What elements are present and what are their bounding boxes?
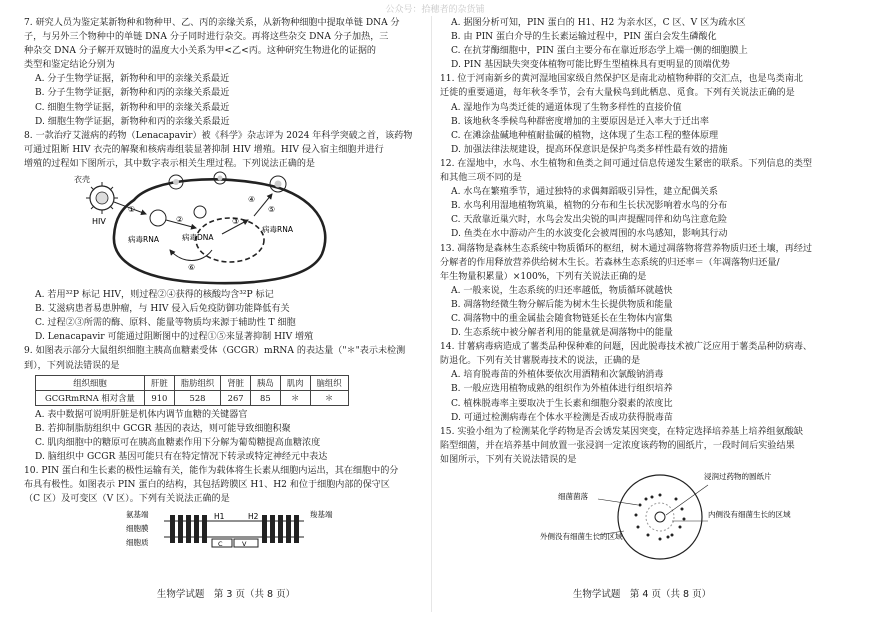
- q12-option-c: C. 天敌靠近巢穴时，水鸟会发出尖锐的叫声提醒同伴和幼鸟注意危险: [451, 215, 728, 226]
- q10-option-b: B. 由 PIN 蛋白介导的生长素运输过程中，PIN 蛋白会发生磷酸化: [451, 32, 717, 43]
- table-cell: ＊: [310, 390, 348, 405]
- hiv-cell-diagram: [72, 172, 342, 288]
- watermark: 公众号：拾穗者的杂货铺: [385, 5, 485, 15]
- q7-stem-line: 种杂交 DNA 分子解开双链时的温度大小关系为甲<乙<丙。这种研究生物进化的证据的: [24, 46, 377, 57]
- step-4: ④: [248, 195, 256, 205]
- label-cell-membrane: 细胞膜: [126, 524, 149, 534]
- question-8: [24, 129, 428, 345]
- host-cell-outline: [114, 179, 325, 283]
- q10-option-d: D. PIN 基因缺失突变体植物可能比野生型植株具有更明显的顶端优势: [451, 60, 730, 71]
- step-1: ①: [128, 205, 136, 215]
- q11-option-d: D. 加强法律法规建设，提高环保意识是保护鸟类多样性最有效的措施: [451, 144, 728, 155]
- q9-option-d: D. 脑组织中 GCGR 基因可能只有在特定情况下转录或特定神经元中表达: [35, 452, 328, 463]
- step-2: ②: [176, 215, 184, 225]
- label-cytoplasm: 细胞质: [126, 538, 149, 548]
- transmembrane-helices-h1: [170, 515, 207, 543]
- q12-stem-line: 12. 在湿地中，水鸟、水生植物和鱼类之间可通过信息传递发生紧密的联系。下列信息的类型: [440, 158, 813, 169]
- q7-option-d: D. 细胞生物学证据，新物种和丙的亲缘关系最近: [35, 116, 230, 127]
- capsid-in-cell-icon: [150, 210, 166, 226]
- q10-option-c: C. 在抗芽酶细胞中，PIN 蛋白主要分布在靠近形态学上端一侧的细胞膜上: [451, 46, 748, 57]
- q14-option-c: C. 植株脱毒率主要取决于生长素和细胞分裂素的浓度比: [451, 398, 673, 409]
- q9-stem-line: 到），下列说法错误的是: [24, 360, 120, 371]
- question-10-options: [440, 16, 844, 72]
- table-cell: 267: [221, 390, 251, 405]
- q7-option-a: A. 分子生物学证据，新物种和甲的亲缘关系最近: [35, 74, 230, 85]
- question-13: [440, 242, 844, 341]
- table-cell: ＊: [280, 390, 310, 405]
- table-cell: 脑组织: [310, 375, 348, 390]
- table-cell: 肾脏: [221, 375, 251, 390]
- label-c: C: [218, 540, 223, 549]
- label-viral-rna: 病毒RNA: [128, 235, 159, 245]
- label-drug-paper: 浸润过药物的圆纸片: [704, 472, 772, 481]
- table-cell: 组织细胞: [36, 375, 145, 390]
- q14-stem-line: 14. 甘薯病毒病造成了薯类品种保种难的问题，因此脱毒技术被广泛应用于薯类品种防病毒、: [440, 342, 813, 353]
- q15-stem-line: 15. 实验小组为了检测某化学药物是否会诱发某因突变，在特定选择培养基上培养组氨酸缺: [440, 426, 803, 437]
- q11-option-b: B. 该地秋冬季候鸟种群密度增加的主要原因是迁入率大于迁出率: [451, 116, 709, 127]
- step-3: ③: [232, 217, 240, 227]
- q11-option-a: A. 湿地作为鸟类迁徙的通道体现了生物多样性的直接价值: [451, 102, 682, 113]
- table-cell: 肝脏: [145, 375, 175, 390]
- footer-page-4: 生物学试题 第 4 页（共 8 页）: [572, 589, 712, 600]
- gcgr-expression-table: [35, 375, 349, 406]
- question-15: [440, 425, 844, 561]
- q8-option-c: C. 过程②③所需的酶、原料、能量等物质均来源于辅助性 T 细胞: [35, 318, 296, 329]
- table-cell: 脂肪组织: [174, 375, 221, 390]
- page-3: [24, 16, 428, 612]
- question-11: [440, 72, 844, 157]
- label-hiv: HIV: [92, 217, 106, 227]
- q8-stem-line: 8. 一款治疗艾滋病的药物（Lenacapavir）被《科学》杂志评为 2024 年科学突破之首，该药物: [24, 130, 413, 141]
- table-cell: 肌肉: [280, 375, 310, 390]
- footer-page-3: 生物学试题 第 3 页（共 8 页）: [156, 589, 296, 600]
- table-row: [36, 390, 349, 405]
- question-14: [440, 340, 844, 425]
- q7-option-b: B. 分子生物学证据，新物种和丙的亲缘关系最近: [35, 88, 230, 99]
- petri-dish-diagram: [540, 469, 791, 561]
- label-h1: H1: [214, 512, 225, 522]
- q13-option-a: A. 一般来说，生态系统的归还率越低，物质循环就越快: [451, 285, 673, 296]
- q7-stem-line: 类型和鉴定结论分别为: [24, 60, 115, 71]
- table-cell: 910: [145, 390, 175, 405]
- q13-stem-line: 分解者的作用释放营养供给树木生长。若森林生态系统的归还率＝（年凋落物归还量/: [440, 257, 780, 268]
- q12-option-d: D. 鱼类在水中游动产生的水波变化会被周围的水鸟感知，影响其行动: [451, 229, 728, 240]
- q14-option-b: B. 一般应选用植物成熟的组织作为外植体进行组织培养: [451, 384, 673, 395]
- q9-option-a: A. 表中数据可说明肝脏是机体内调节血糖的关键器官: [35, 409, 248, 420]
- hiv-virion-icon: [86, 182, 118, 214]
- page-divider: [431, 16, 432, 612]
- q13-option-b: B. 凋落物经微生物分解后能为树木生长提供物质和能量: [451, 299, 673, 310]
- label-viral-rna-2: 病毒RNA: [262, 225, 293, 235]
- drug-paper-disc: [655, 512, 665, 522]
- budding-virion-icon: [270, 176, 286, 192]
- q9-option-c: C. 肌肉细胞中的糖原可在胰高血糖素作用下分解为葡萄糖提高血糖浓度: [35, 437, 321, 448]
- label-colony: 细菌菌落: [558, 492, 588, 501]
- transmembrane-helices-h2: [262, 515, 299, 543]
- label-outer-zone: 外侧没有细菌生长的区域: [540, 532, 623, 541]
- q12-option-b: B. 水鸟利用湿地植物筑巢，植物的分布和生长状况影响着水鸟的分布: [451, 201, 728, 212]
- q15-stem-line: 如图所示，下列有关说法错误的是: [440, 454, 577, 465]
- label-carboxyl-terminus: 羧基端: [310, 510, 333, 520]
- q11-stem-line: 迁徙的重要通道，每年秋冬季节，会有大量候鸟到此栖息、觅食。下列有关说法正确的是: [440, 88, 795, 99]
- step-5: ⑤: [268, 205, 276, 215]
- table-cell: 85: [251, 390, 281, 405]
- pin-protein-diagram: [124, 507, 354, 549]
- q7-stem-line: 7. 研究人员为鉴定某新物种和物种甲、乙、丙的亲缘关系，从新物种细胞中提取单链 DNA 分: [24, 18, 400, 28]
- label-amino-terminus: 氨基端: [126, 510, 149, 520]
- q8-option-a: A. 若用³²P 标记 HIV，则过程②④获得的核酸均含³²P 标记: [35, 290, 274, 301]
- q14-option-d: D. 可通过检测病毒在个体水平检测是否成功获得脱毒苗: [451, 412, 673, 423]
- q7-option-c: C. 细胞生物学证据，新物种和甲的亲缘关系最近: [35, 102, 230, 113]
- q8-stem-line: 可通过阻断 HIV 衣壳的解聚和核病毒组装显著抑制 HIV 增殖。HIV 侵入宿主细胞并进行: [24, 144, 384, 155]
- question-7: [24, 16, 428, 129]
- table-cell: 胰岛: [251, 375, 281, 390]
- q14-option-a: A. 培育脱毒苗的外植体要依次用酒精和次氯酸钠消毒: [451, 370, 664, 381]
- table-cell: 528: [174, 390, 221, 405]
- q12-stem-line: 和其他三项不同的是: [440, 173, 522, 184]
- q11-option-c: C. 在滩涂盐碱地种植耐盐碱的植物，这体现了生态工程的整体原理: [451, 130, 719, 141]
- q10-stem-line: 10. PIN 蛋白和生长素的极性运输有关，能作为载体将生长素从细胞内运出，其在细胞中的分: [24, 466, 399, 477]
- q10-stem-line: 布具有极性。如图表示 PIN 蛋白的结构，其包括跨膜区 H1、H2 和位于细胞内部的保守区: [24, 480, 390, 491]
- page-4: [440, 16, 844, 612]
- label-inner-zone: 内侧没有细菌生长的区域: [708, 510, 791, 519]
- question-10: [24, 464, 428, 549]
- label-capsid: 衣壳: [74, 175, 90, 185]
- table-cell: GCGRmRNA 相对含量: [36, 390, 145, 405]
- question-9: [24, 344, 428, 464]
- q12-option-a: A. 水鸟在繁殖季节，通过独特的求偶舞蹈吸引异性，建立配偶关系: [451, 187, 718, 198]
- q15-stem-line: 陷型细菌，并在培养基中间放置一张浸润一定浓度该药物的圆纸片，一段时间后实验结果: [440, 440, 795, 451]
- q13-stem-line: 年生物量积累量）×100%，下列有关说法正确的是: [440, 271, 647, 282]
- q10-option-a: A. 据图分析可知，PIN 蛋白的 H1、H2 为亲水区，C 区、V 区为疏水区: [451, 18, 746, 28]
- q9-option-b: B. 若抑制脂肪组织中 GCGR 基因的表达，则可能导致细胞积聚: [35, 423, 291, 434]
- q13-stem-line: 13. 凋落物是森林生态系统中物质循环的枢纽，树木通过凋落物将营养物质归还土壤，再经过: [440, 243, 813, 254]
- q8-option-b: B. 艾滋病患者易患肿瘤，与 HIV 侵入后免疫防御功能降低有关: [35, 304, 290, 315]
- q13-option-d: D. 生态系统中被分解者利用的能量就是凋落物中的能量: [451, 328, 673, 339]
- table-header-row: [36, 375, 349, 390]
- q7-stem-line: 子，与另外三个物种中的单链 DNA 分子同时进行杂交。再将这些杂交 DNA 分子加热，三: [24, 32, 389, 43]
- q11-stem-line: 11. 位于河南新乡的黄河湿地国家级自然保护区是南北动植物种群的交汇点，也是鸟类南北: [440, 74, 803, 85]
- q14-stem-line: 防退化。下列有关甘薯脱毒技术的说法，正确的是: [440, 356, 641, 367]
- q10-stem-line: （C 区）及可变区（V 区）。下列有关说法正确的是: [24, 494, 230, 505]
- question-12: [440, 157, 844, 242]
- label-h2: H2: [248, 512, 259, 522]
- q8-stem-line: 增殖的过程如下图所示，其中数字表示相关生理过程。下列说法正确的是: [24, 158, 316, 169]
- step-6: ⑥: [188, 263, 196, 273]
- q13-option-c: C. 凋落物中的重金属盐会随食物链延长在生物体内富集: [451, 313, 673, 324]
- q8-option-d: D. Lenacapavir 可能通过阻断图中的过程①⑤来显著抑制 HIV 增殖: [35, 332, 314, 343]
- q9-stem-line: 9. 如图表示部分大鼠组织细胞主胰高血糖素受体（GCGR）mRNA 的表达量（"＊"表示未检测: [24, 346, 406, 357]
- label-viral-dna: 病毒DNA: [182, 233, 214, 243]
- label-v: V: [242, 540, 247, 549]
